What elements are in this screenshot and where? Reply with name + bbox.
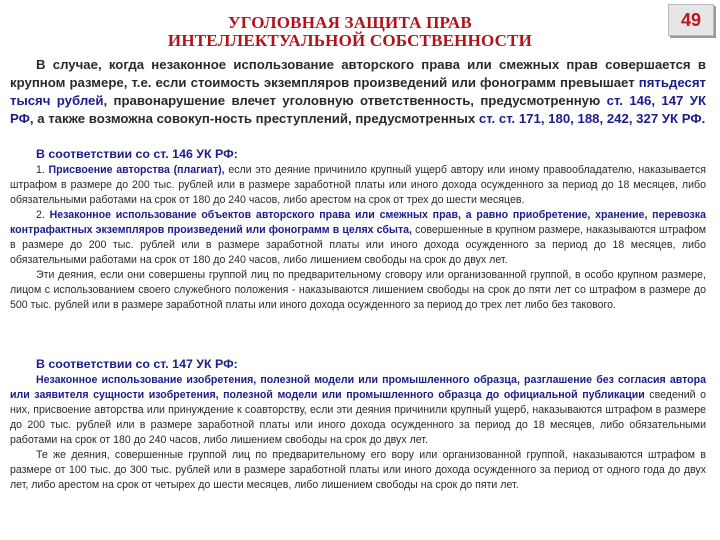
intro-text-3: , а также возможна совокуп-ность преступлений, предусмотренных [29,111,479,126]
intro-articles-ref: ст. 146, 147 УК РФ [10,93,706,126]
article-146-item-2 [10,208,706,268]
item-number: 1. [36,164,49,176]
page-number-badge [668,4,714,36]
item-1-text: если это деяние причинило крупный ущерб автору или иному правообладателю, наказывается штрафом в размере до 200 тыс. рублей или в размере заработной платы или иного дохода осужденного за период до 18 месяцев, либо обязательными работами на срок от 180 до 240 часов, либо арестом на срок от трех до шести месяцев. [10,164,706,206]
article-147-item-2: Те же деяния, совершенные группой лиц по предварительному его вору или организованной группой, наказываются штрафом в размере от 100 тыс. до 300 тыс. рублей или в размере заработной платы или иного дохода осужденного за период от одного года до двух лет, либо арестом на срок от четырех до шести месяцев, либо лишением свободы на срок до пяти лет. [10,449,706,491]
article-146-item-3: Эти деяния, если они совершены группой лиц по предварительному сговору или организованной группой, в особо крупном размере, лицом с использованием своего служебного положения - наказываются лишением свободы на срок до пяти лет со штрафом в размере до 500 тыс. рублей или в размере заработной платы или иного дохода осужденного за период до трех лет либо без такового. [10,269,706,311]
intro-articles-ref-2: ст. ст. 171, 180, 188, 242, 327 УК РФ. [478,111,706,126]
item-2-text: совершенные в крупном размере, наказываются штрафом в размере до 200 тыс. рублей или в размере заработной платы или иного дохода осужденного за период до 18 месяцев, либо обязательными работами на срок от 180 до 240 часов, либо лишением свободы на срок до двух лет. [10,224,706,266]
title-line-2: ИНТЕЛЛЕКТУАЛЬНОЙ СОБСТВЕННОСТИ [167,31,533,50]
item-number: 2. [36,209,50,221]
intro-text-1: В случае, когда незаконное использование авторского права или смежных прав совершается в крупном размере, т.е. если стоимость экземпляров произведений или фонограмм превышает [10,57,706,90]
article-147-section [10,356,706,493]
intro-threshold: пятьдесят тысяч рублей [10,75,706,108]
item-1-text: сведений о них, присвоение авторства или принуждение к соавторству, если эти деяния причинили крупный ущерб, наказываются штрафом в размере до 200 тыс. рублей или в размере заработной платы или иного дохода осужденного за период до 18 месяцев, либо обязательными работами на срок от 180 до 240 часов, либо лишением свободы на срок до двух лет. [10,389,706,446]
article-146-item-1 [10,163,706,208]
item-1-lead: Незаконное использование изобретения, полезной модели или промышленного образца, разглашение без согласия автора или заявителя сущности изобретения, полезной модели или промышленного образца до официальной публикации [10,374,706,401]
page-title [120,14,580,50]
item-1-lead: Присвоение авторства (плагиат), [48,164,225,176]
item-2-lead: Незаконное использование объектов авторского права или смежных прав, а равно приобретение, хранение, перевозка контрафактных экземпляров произведений или фонограмм в целях сбыта, [10,209,706,236]
intro-paragraph [10,56,706,128]
page-number: 49 [680,10,702,30]
article-147-heading: В соответствии со ст. 147 УК РФ: [36,357,238,371]
article-146-section [10,146,706,313]
article-147-item-1 [10,373,706,448]
title-line-1: УГОЛОВНАЯ ЗАЩИТА ПРАВ [228,13,472,32]
article-146-heading: В соответствии со ст. 146 УК РФ: [36,147,238,161]
intro-text-2: , правонарушение влечет уголовную ответственность, предусмотренную [103,93,607,108]
